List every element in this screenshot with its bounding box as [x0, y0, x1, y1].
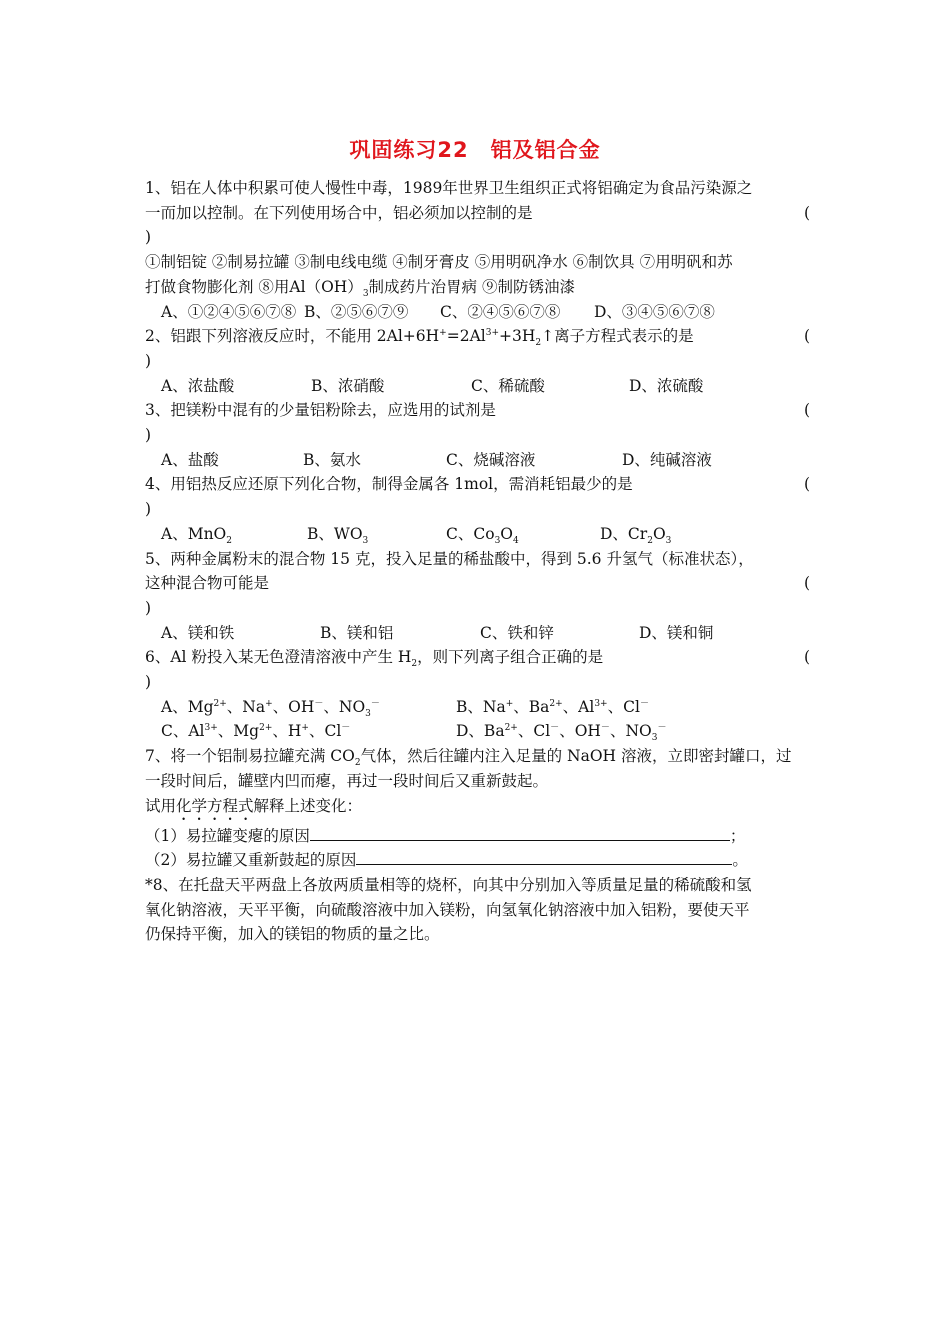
option-c: C、烧碱溶液: [446, 450, 536, 469]
option-a: A、盐酸: [161, 450, 219, 469]
question-1-stem: 一而加以控制。在下列使用场合中，铝必须加以控制的是: [145, 203, 533, 222]
option-b: B、浓硝酸: [311, 376, 385, 395]
question-8-line2: 氧化钠溶液，天平平衡，向硫酸溶液中加入镁粉，向氢氧化钠溶液中加入铝粉，要使天平: [145, 900, 750, 919]
option-a: A、浓盐酸: [161, 376, 235, 395]
question-7: [145, 744, 810, 873]
question-1: [145, 176, 810, 324]
question-2-stem: 2、铝跟下列溶液反应时，不能用 $2Al+6H^+=2Al^{3+}+3H_2↑$离子方程式表示的是 (: [145, 324, 810, 349]
answer-blank-1[interactable]: [310, 825, 730, 841]
option-c: C、②④⑤⑥⑦⑧: [440, 302, 561, 321]
question-2-options: [145, 374, 810, 399]
question-2: [145, 324, 810, 398]
question-8: [145, 873, 810, 947]
question-7-instruction: 试用化学方程式解释上述变化：: [145, 796, 363, 815]
option-c: C、$Al^{3+}$、$Mg^{2+}$、H+、Cl－: [161, 722, 351, 741]
answer-paren-close: ): [145, 673, 152, 692]
question-3-stem: 3、把镁粉中混有的少量铝粉除去，应选用的试剂是 (: [145, 398, 810, 423]
answer-paren-close: ): [145, 426, 152, 445]
answer-paren-close: ): [145, 500, 152, 519]
question-4: [145, 472, 810, 546]
answer-blank-2[interactable]: [356, 849, 732, 865]
answer-paren-close: ): [145, 351, 152, 370]
option-b: B、$WO_3$: [307, 524, 369, 546]
question-4-stem: 4、用铝热反应还原下列化合物，制得金属各 1mol，需消耗铝最少的是 (: [145, 472, 810, 497]
answer-paren-open: (: [803, 203, 810, 222]
question-7-line2: 一段时间后，罐壁内凹而瘪，再过一段时间后又重新鼓起。: [145, 771, 549, 790]
option-a: A、$Mg^{2+}$、Na+、OH－、$NO_3^-$: [161, 697, 380, 719]
option-d: D、③④⑤⑥⑦⑧: [594, 302, 715, 321]
question-5-line2: 这种混合物可能是 (: [145, 571, 810, 596]
option-b: B、镁和铝: [320, 623, 394, 642]
option-c: C、铁和锌: [480, 623, 554, 642]
emphasized-term: 化学方程式: [176, 796, 254, 815]
question-3: [145, 398, 810, 472]
answer-paren-open: (: [803, 574, 810, 593]
answer-paren-open: (: [803, 327, 810, 346]
question-6-options-row1: [145, 695, 810, 720]
question-6: [145, 645, 810, 744]
answer-paren-open: (: [803, 648, 810, 667]
question-1-line1: 1、铝在人体中积累可使人慢性中毒，1989年世界卫生组织正式将铝确定为食品污染源之: [145, 179, 753, 197]
question-1-items-line1: ①制铝锭 ②制易拉罐 ③制电线电缆 ④制牙膏皮 ⑤用明矾净水 ⑥制饮具 ⑦用明矾和苏: [145, 253, 733, 272]
answer-paren-close: ): [145, 598, 152, 617]
option-a: A、镁和铁: [161, 623, 235, 642]
question-1-line2: [145, 201, 810, 226]
question-5: [145, 547, 810, 646]
option-d: D、$Ba^{2+}$、Cl－、OH－、$NO_3^-$: [456, 722, 667, 744]
question-7-line1: 7、将一个铝制易拉罐充满 $CO_2$气体，然后往罐内注入足量的 NaOH 溶液，立即密封罐口，过: [145, 747, 792, 769]
option-a: A、MnO$_2$: [161, 524, 232, 546]
option-c: C、$Co_3O_4$: [446, 524, 519, 546]
question-4-options: [145, 522, 810, 547]
exercise-body: [145, 176, 810, 947]
option-d: D、纯碱溶液: [622, 450, 712, 469]
page-title: 巩固练习22 铝及铝合金: [349, 138, 601, 162]
option-d: D、$Cr_2O_3$: [600, 524, 672, 546]
answer-paren-open: (: [803, 475, 810, 494]
question-6-stem: 6、Al 粉投入某无色澄清溶液中产生 $H_2$，则下列离子组合正确的是 (: [145, 645, 810, 670]
option-b: B、Na+、$Ba^{2+}$、$Al^{3+}$、Cl－: [456, 697, 649, 716]
question-5-options: [145, 621, 810, 646]
question-1-items-line2: 打做食物膨化剂 ⑧用$Al(OH)_3$制成药片治胃病 ⑨制防锈油漆: [145, 277, 575, 299]
option-a: A、①②④⑤⑥⑦⑧: [161, 302, 297, 321]
option-b: B、氨水: [303, 450, 361, 469]
option-b: B、②⑤⑥⑦⑨: [304, 302, 409, 321]
question-5-line1: 5、两种金属粉末的混合物 15 克，投入足量的稀盐酸中，得到 5.6 升氢气（标准状态），: [145, 549, 754, 568]
question-1-options: [145, 300, 810, 325]
answer-paren-open: (: [803, 401, 810, 420]
option-d: D、浓硫酸: [629, 376, 704, 395]
option-d: D、镁和铜: [639, 623, 714, 642]
question-3-options: [145, 448, 810, 473]
answer-paren-close: ): [145, 228, 152, 247]
question-7-sub1: （1）易拉罐变瘪的原因 ；: [145, 826, 746, 845]
question-8-line1: *8、在托盘天平两盘上各放两质量相等的烧杯，向其中分别加入等质量足量的稀硫酸和氢: [145, 875, 752, 894]
question-6-options-row2: [145, 719, 810, 744]
option-c: C、稀硫酸: [471, 376, 545, 395]
question-8-line3: 仍保持平衡，加入的镁铝的物质的量之比。: [145, 925, 440, 944]
question-7-sub2: （2）易拉罐又重新鼓起的原因 。: [145, 851, 748, 870]
